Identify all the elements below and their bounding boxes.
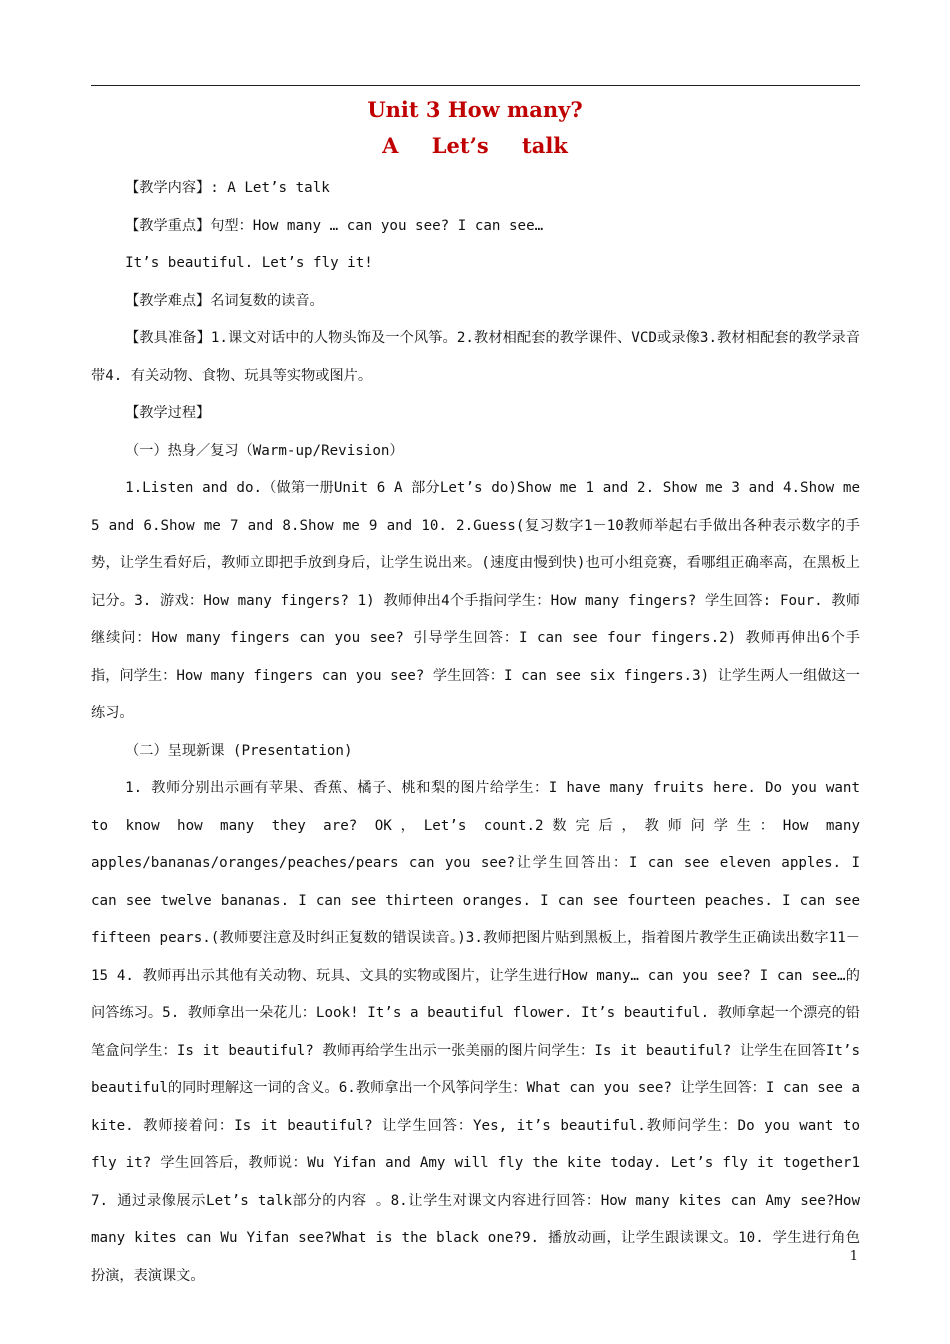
header-rule bbox=[91, 85, 860, 86]
page-title: Unit 3 How many? bbox=[367, 97, 583, 122]
page-number: 1 bbox=[849, 1249, 858, 1264]
teaching-content: 【教学内容】: A Let’s talk bbox=[125, 180, 330, 196]
warmup-body: 1.Listen and do.（做第一册Unit 6 A 部分Let’s do)Show me 1 and 2. Show me 3 and 4.Show me 5 and 6.Show me 7 and 8.Show me 9 and 10. 2.Guess(复习数字1－10教师举起右手做出各种表示数字的手势，让学生看好后，教师立即把手放到身后，让学生说出来。(速度由慢到快)也可小组竞赛，看哪组正确率高，在黑板上记分。3. 游戏：How many fingers? 1) 教师伸出4个手指问学生：How many fingers? 学生回答: Four. 教师继续问：How many fingers can you see? 引导学生回答：I can see four fingers.2) 教师再伸出6个手指，问学生：How many fingers can you see? 学生回答：I can see six fingers.3) 让学生两人一组做这一练习。 bbox=[91, 480, 860, 721]
presentation-heading: （二）呈现新课 (Presentation) bbox=[125, 742, 353, 759]
teaching-tools: 【教具准备】1.课文对话中的人物头饰及一个风筝。2.教材相配套的教学课件、VCD或录像3.教材相配套的教学录音带4. 有关动物、食物、玩具等实物或图片。 bbox=[91, 330, 860, 384]
warmup-heading: （一）热身／复习（Warm-up/Revision） bbox=[125, 442, 404, 459]
teaching-difficulty: 【教学难点】名词复数的读音。 bbox=[125, 292, 324, 309]
teaching-keypoint-line2: It’s beautiful. Let’s fly it! bbox=[125, 255, 373, 271]
teaching-keypoint: 【教学重点】句型：How many … can you see? I can see… bbox=[125, 217, 544, 234]
page-subtitle: A Let’s talk bbox=[382, 133, 568, 158]
presentation-body: 1. 教师分别出示画有苹果、香蕉、橘子、桃和梨的图片给学生：I have many fruits here. Do you want to know how many they are? OK，Let’s count.2数完后，教师问学生：How many apples/bananas/oranges/peaches/pears can you see?让学生回答出：I can see eleven apples. I can see twelve bananas. I can see thirteen oranges. I can see fourteen peaches. I can see fifteen pears.(教师要注意及时纠正复数的错误读音。)3.教师把图片贴到黑板上，指着图片教学生正确读出数字11－15 4. 教师再出示其他有关动物、玩具、文具的实物或图片，让学生进行How many… can you see? I can see…的问答练习。5. 教师拿出一朵花儿：Look! It’s a beautiful flower. It’s beautiful. 教师拿起一个漂亮的铅笔盒问学生：Is it beautiful? 教师再给学生出示一张美丽的图片问学生：Is it beautiful? 让学生在回答It’s beautiful的同时理解这一词的含义。6.教师拿出一个风筝问学生：What can you see? 让学生回答：I can see a kite. 教师接着问：Is it beautiful? 让学生回答：Yes, it’s beautiful.教师问学生：Do you want to fly it? 学生回答后，教师说：Wu Yifan and Amy will fly the kite today. Let’s fly it together1 7. 通过录像展示Let’s talk部分的内容 。8.让学生对课文内容进行回答：How many kites can Amy see?How many kites can Wu Yifan see?What is the black one?9. 播放动画，让学生跟读课文。10. 学生进行角色扮演，表演课文。 bbox=[91, 780, 860, 1284]
document-body bbox=[91, 170, 860, 1295]
teaching-process-heading: 【教学过程】 bbox=[125, 405, 211, 421]
